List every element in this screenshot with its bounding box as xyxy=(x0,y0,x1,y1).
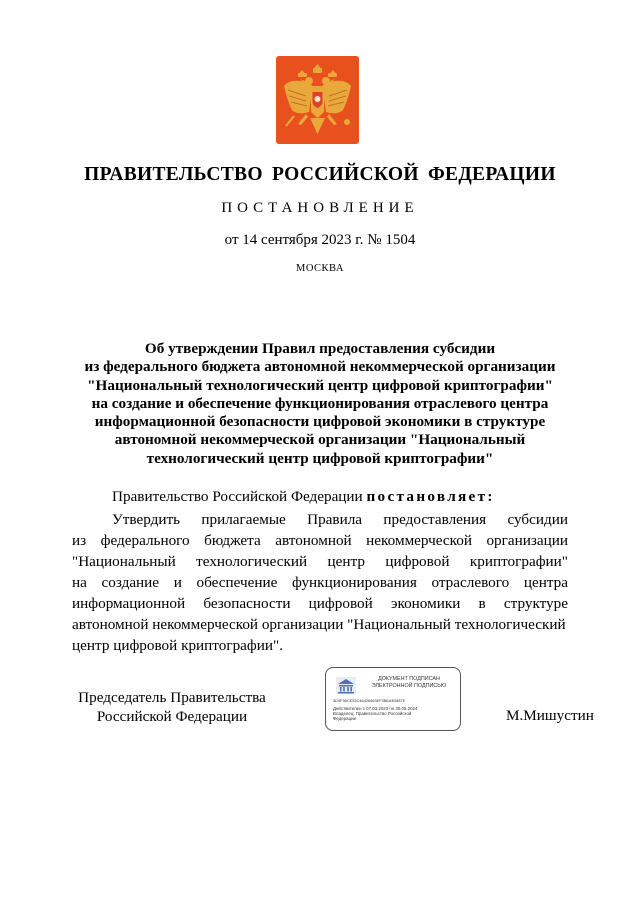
document-date-number: от 14 сентября 2023 г. № 1504 xyxy=(224,232,416,248)
body-line: из федерального бюджета автономной некоммерческой организации xyxy=(72,532,568,549)
body-paragraph xyxy=(72,509,568,656)
preamble xyxy=(112,488,495,506)
body-line: центр цифровой криптографии". xyxy=(72,637,283,654)
body-line: автономной некоммерческой организации "Национальный технологический xyxy=(72,616,566,633)
body-line: на создание и обеспечение функционирования отраслевого центра xyxy=(72,574,568,591)
state-emblem-icon xyxy=(276,56,359,144)
preamble-prefix: Правительство Российской Федерации xyxy=(112,488,363,505)
stamp-validity-line: Действителен с 07.03.2023 по 30.05.2024 xyxy=(333,706,418,711)
body-line: "Национальный технологический центр цифровой криптографии" xyxy=(72,553,568,570)
subject-line: информационной безопасности цифровой экономики в структуре xyxy=(94,413,546,431)
electronic-signature-stamp xyxy=(325,667,461,731)
document-type: ПОСТАНОВЛЕНИЕ xyxy=(221,200,419,216)
document-city: МОСКВА xyxy=(296,263,344,274)
signer-name: М.Мишустин xyxy=(506,707,594,724)
stamp-header-line: ЭЛЕКТРОННОЙ ПОДПИСЬЮ xyxy=(371,683,447,689)
subject-line: из федерального бюджета автономной некоммерческой организации xyxy=(84,358,556,376)
stamp-certificate: 3D0F96CE53C46426663EF3B6A3D887E xyxy=(333,698,406,703)
subject-line: Об утверждении Правил предоставления субсидии xyxy=(144,340,496,357)
stamp-validity xyxy=(333,706,417,722)
subject-line: на создание и обеспечение функционирования отраслевого центра xyxy=(91,394,549,412)
subject-line: технологический центр цифровой криптографии" xyxy=(146,449,494,467)
signer-position-line: Российской Федерации xyxy=(96,708,248,725)
stamp-header xyxy=(360,676,458,690)
stamp-header-line: ДОКУМЕНТ ПОДПИСАН xyxy=(378,676,440,682)
body-line: Утвердить прилагаемые Правила предоставления субсидии xyxy=(112,511,568,528)
subject-line: "Национальный технологический центр цифровой криптографии" xyxy=(87,376,553,394)
subject-line: автономной некоммерческой организации "Национальный xyxy=(114,431,526,449)
body-line: информационной безопасности цифровой экономики в структуре xyxy=(72,595,568,612)
stamp-validity-line: Федерации xyxy=(333,716,356,722)
signer-position xyxy=(72,688,272,726)
government-building-icon xyxy=(336,677,356,694)
government-title: ПРАВИТЕЛЬСТВО РОССИЙСКОЙ ФЕДЕРАЦИИ xyxy=(84,164,556,185)
stamp-validity-line: Владелец: Правительство Российской xyxy=(333,711,412,717)
document-subject xyxy=(60,340,580,468)
signer-position-line: Председатель Правительства xyxy=(78,689,266,706)
preamble-decree: постановляет: xyxy=(366,488,495,505)
